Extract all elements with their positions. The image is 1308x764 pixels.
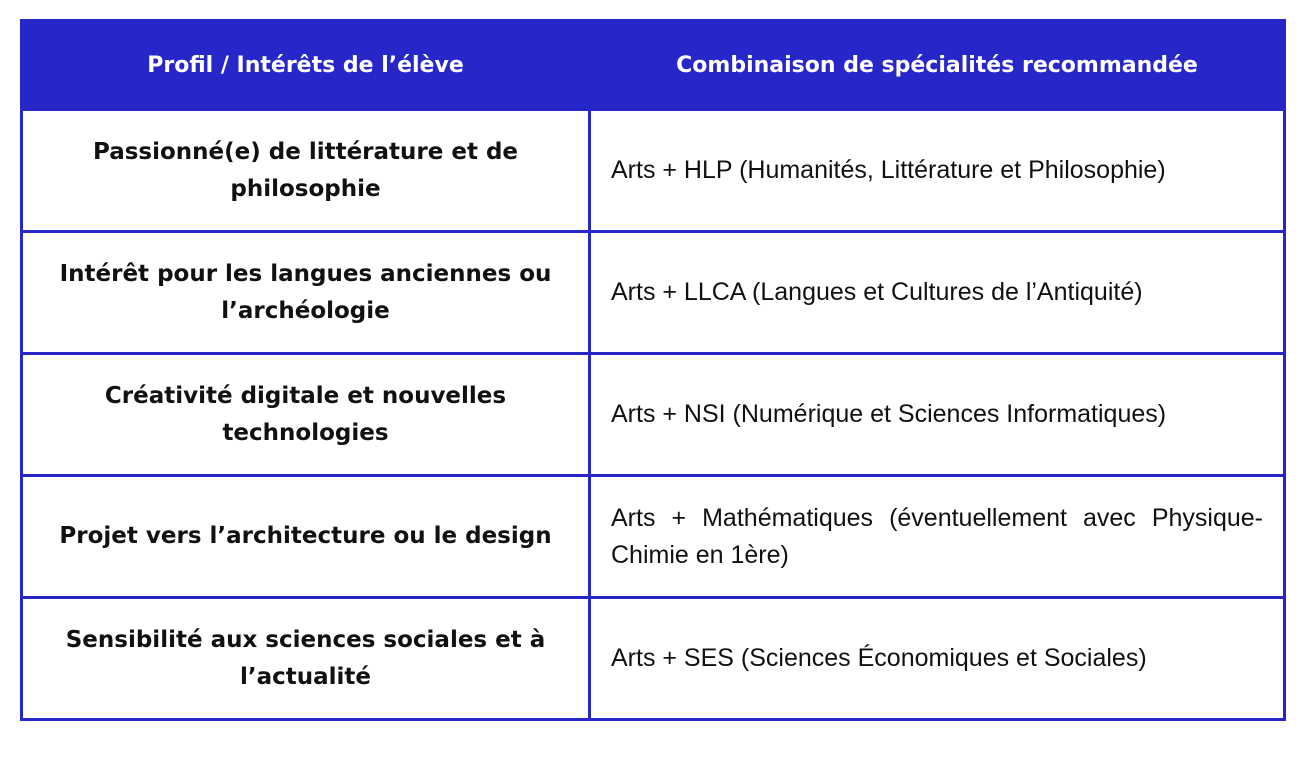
table-header-row [22,21,1285,110]
combination-cell: Arts + HLP (Humanités, Littérature et Philosophie) [590,110,1285,232]
profile-cell: Sensibilité aux sciences sociales et à l’actualité [22,598,590,720]
combination-cell: Arts + LLCA (Langues et Cultures de l’Antiquité) [590,232,1285,354]
profile-cell: Créativité digitale et nouvelles technologies [22,354,590,476]
combination-cell: Arts + NSI (Numérique et Sciences Informatiques) [590,354,1285,476]
table-row [22,232,1285,354]
table-row [22,110,1285,232]
header-combination: Combinaison de spécialités recommandée [590,21,1285,110]
table-row [22,354,1285,476]
profile-cell: Intérêt pour les langues anciennes ou l’archéologie [22,232,590,354]
table-row [22,476,1285,598]
specialties-table-container [20,19,1283,721]
profile-cell: Projet vers l’architecture ou le design [22,476,590,598]
specialties-table [20,19,1286,721]
combination-cell: Arts + Mathématiques (éventuellement avec Physique-Chimie en 1ère) [590,476,1285,598]
combination-cell: Arts + SES (Sciences Économiques et Sociales) [590,598,1285,720]
profile-cell: Passionné(e) de littérature et de philosophie [22,110,590,232]
table-row [22,598,1285,720]
header-profile: Profil / Intérêts de l’élève [22,21,590,110]
